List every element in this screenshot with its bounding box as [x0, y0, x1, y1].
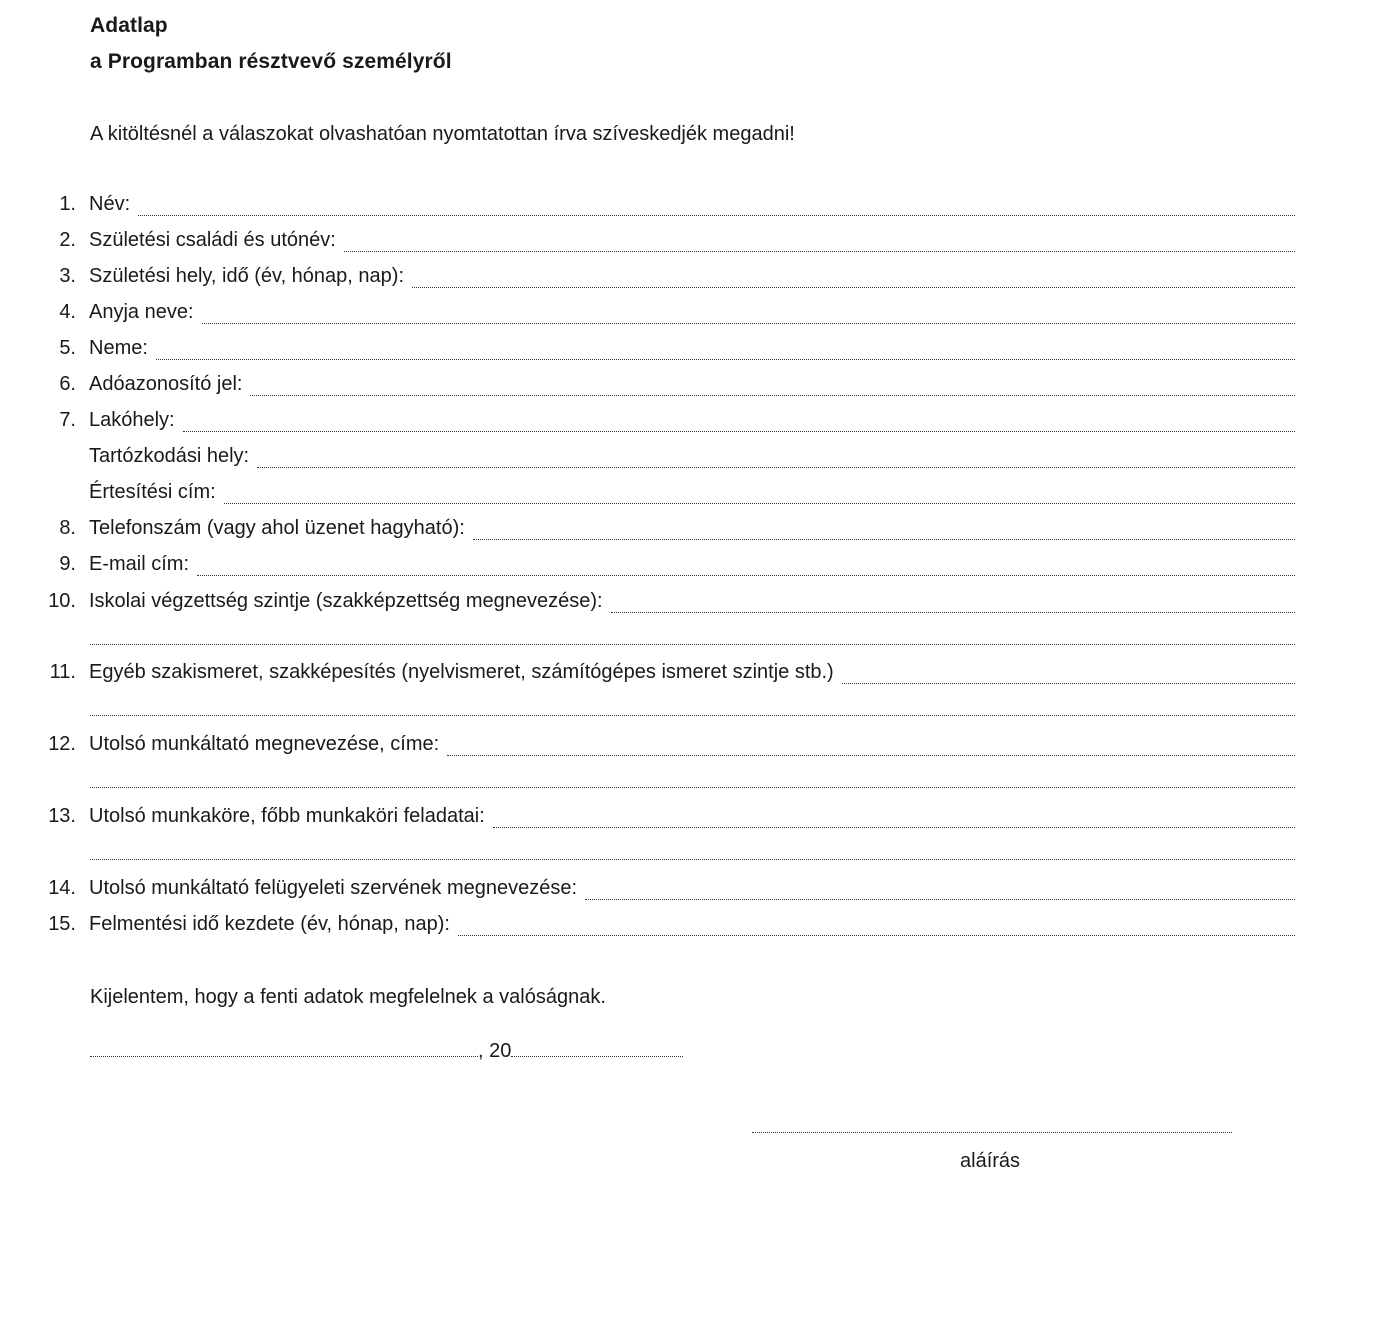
- field-row-phone[interactable]: [0, 517, 1295, 547]
- field-number: 3.: [59, 265, 76, 287]
- other-skills-continuation-line[interactable]: [90, 713, 1295, 716]
- gender-fill-line[interactable]: [156, 357, 1295, 360]
- fill-instructions: A kitöltésnél a válaszokat olvashatóan nyomtatottan írva szíveskedjék megadni!: [90, 123, 795, 145]
- field-row-residence[interactable]: [0, 409, 1295, 439]
- field-label: Értesítési cím:: [89, 481, 216, 503]
- field-row-temporary-address[interactable]: [0, 445, 1295, 475]
- last-position-continuation-line[interactable]: [90, 857, 1295, 860]
- field-row-other-skills[interactable]: [0, 661, 1295, 691]
- form-title: Adatlap: [90, 14, 168, 37]
- notification-address-fill-line[interactable]: [224, 501, 1295, 504]
- date-fill-line[interactable]: [511, 1054, 683, 1057]
- field-number: 14.: [48, 877, 76, 899]
- last-employer-fill-line[interactable]: [447, 753, 1295, 756]
- field-row-last-position[interactable]: [0, 805, 1295, 835]
- field-label: Születési családi és utónév:: [89, 229, 336, 251]
- field-row-tax-id[interactable]: [0, 373, 1295, 403]
- field-label: Utolsó munkáltató felügyeleti szervének megnevezése:: [89, 877, 578, 899]
- field-label: Név:: [89, 193, 131, 215]
- field-number: 6.: [59, 373, 76, 395]
- field-row-supervisory-body[interactable]: [0, 877, 1295, 907]
- place-fill-line[interactable]: [90, 1054, 478, 1057]
- signature-label: aláírás: [960, 1150, 1021, 1172]
- field-number: 9.: [59, 553, 76, 575]
- dismissal-start-fill-line[interactable]: [458, 933, 1295, 936]
- supervisory-body-fill-line[interactable]: [585, 897, 1295, 900]
- field-row-mother-name[interactable]: [0, 301, 1295, 331]
- tax-id-fill-line[interactable]: [250, 393, 1295, 396]
- field-row-education[interactable]: [0, 590, 1295, 620]
- field-row-birth-name[interactable]: [0, 229, 1295, 259]
- name-fill-line[interactable]: [138, 213, 1295, 216]
- field-label: Telefonszám (vagy ahol üzenet hagyható):: [89, 517, 465, 539]
- field-label: Lakóhely:: [89, 409, 175, 431]
- email-fill-line[interactable]: [197, 573, 1295, 576]
- field-row-notification-address[interactable]: [0, 481, 1295, 511]
- mother-name-fill-line[interactable]: [202, 321, 1295, 324]
- field-label: Adóazonosító jel:: [89, 373, 243, 395]
- field-row-last-employer[interactable]: [0, 733, 1295, 763]
- place-date-line: [90, 1040, 683, 1063]
- field-number: 10.: [48, 590, 76, 612]
- temporary-address-fill-line[interactable]: [257, 465, 1295, 468]
- field-number: 4.: [59, 301, 76, 323]
- field-number: 15.: [48, 913, 76, 935]
- field-number: 1.: [59, 193, 76, 215]
- phone-fill-line[interactable]: [473, 537, 1295, 540]
- field-row-birth-place-date[interactable]: [0, 265, 1295, 295]
- education-fill-line[interactable]: [611, 610, 1295, 613]
- field-row-email[interactable]: [0, 553, 1295, 583]
- field-number: 2.: [59, 229, 76, 251]
- field-label: Egyéb szakismeret, szakképesítés (nyelvismeret, számítógépes ismeret szintje stb.): [89, 661, 834, 683]
- birth-place-date-fill-line[interactable]: [412, 285, 1295, 288]
- field-row-dismissal-start[interactable]: [0, 913, 1295, 943]
- birth-name-fill-line[interactable]: [344, 249, 1295, 252]
- field-label: Utolsó munkaköre, főbb munkaköri feladatai:: [89, 805, 485, 827]
- field-label: Születési hely, idő (év, hónap, nap):: [89, 265, 404, 287]
- field-number: 13.: [48, 805, 76, 827]
- field-label: Felmentési idő kezdete (év, hónap, nap):: [89, 913, 450, 935]
- last-employer-continuation-line[interactable]: [90, 785, 1295, 788]
- field-label: Anyja neve:: [89, 301, 194, 323]
- last-position-fill-line[interactable]: [493, 825, 1295, 828]
- field-row-name[interactable]: [0, 193, 1295, 223]
- education-continuation-line[interactable]: [90, 642, 1295, 645]
- field-number: 8.: [59, 517, 76, 539]
- declaration-text: Kijelentem, hogy a fenti adatok megfelelnek a valóságnak.: [90, 986, 606, 1008]
- other-skills-fill-line[interactable]: [842, 681, 1295, 684]
- residence-fill-line[interactable]: [183, 429, 1295, 432]
- field-number: 11.: [49, 661, 76, 683]
- field-number: 12.: [48, 733, 76, 755]
- field-row-gender[interactable]: [0, 337, 1295, 367]
- form-subtitle: a Programban résztvevő személyről: [90, 50, 452, 73]
- year-prefix: , 20: [478, 1040, 512, 1062]
- field-number: 5.: [59, 337, 76, 359]
- field-label: Iskolai végzettség szintje (szakképzettség megnevezése):: [89, 590, 603, 612]
- field-label: Utolsó munkáltató megnevezése, címe:: [89, 733, 440, 755]
- signature-line[interactable]: [752, 1130, 1232, 1133]
- field-number: 7.: [59, 409, 76, 431]
- field-label: Neme:: [89, 337, 148, 359]
- field-label: Tartózkodási hely:: [89, 445, 250, 467]
- field-label: E-mail cím:: [89, 553, 189, 575]
